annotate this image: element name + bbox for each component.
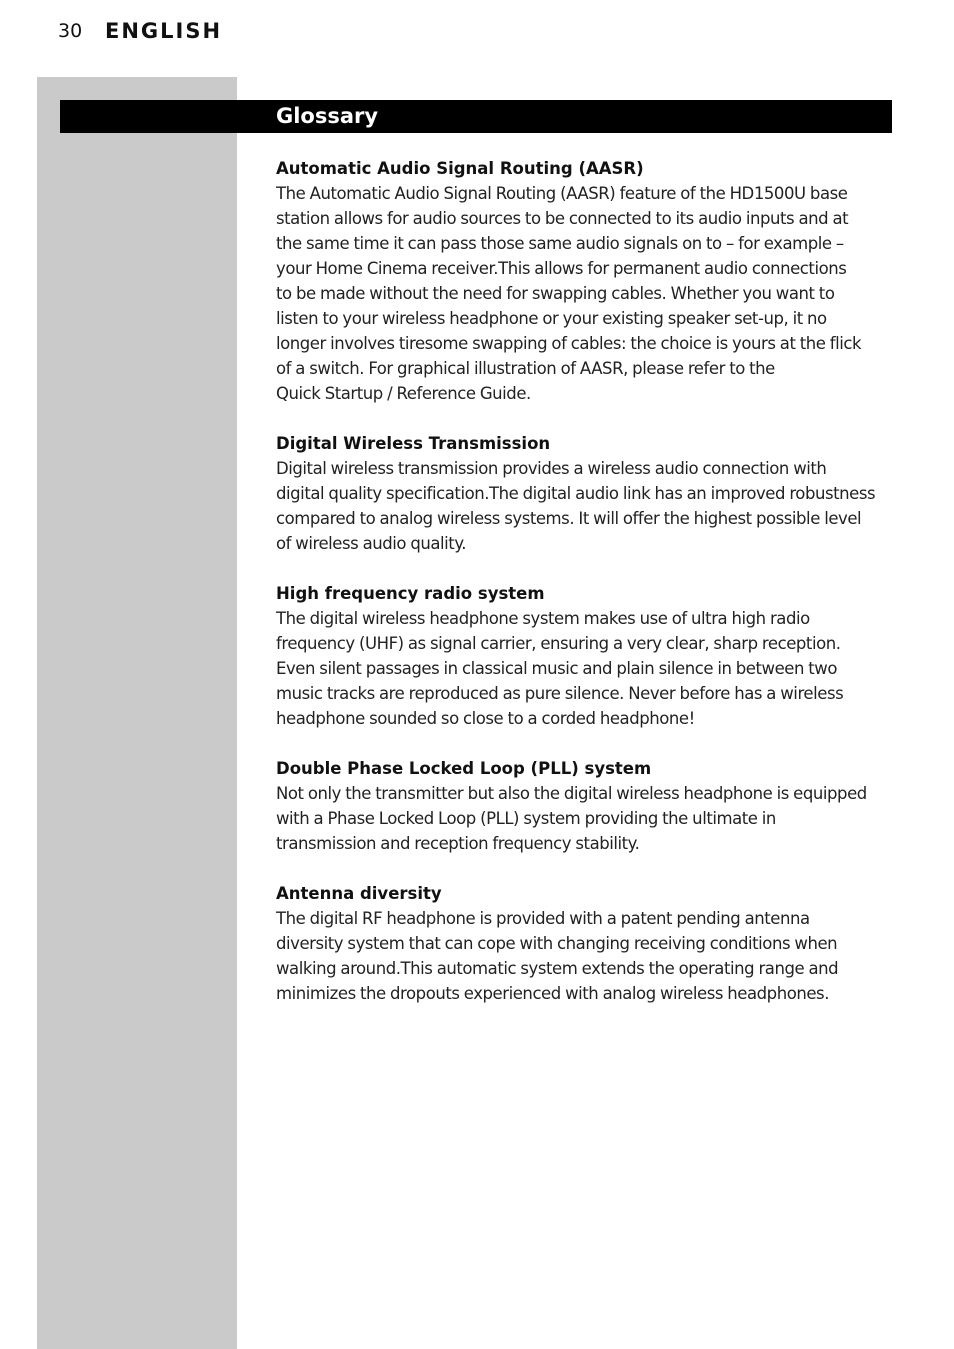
section-title: Glossary: [276, 104, 379, 128]
entry-heading: Automatic Audio Signal Routing (AASR): [276, 159, 644, 178]
body-line: The digital RF headphone is provided with a patent pending antenna: [276, 909, 810, 928]
body-line: compared to analog wireless systems. It will offer the highest possible level: [276, 509, 862, 528]
body-line: with a Phase Locked Loop (PLL) system providing the ultimate in: [276, 809, 776, 828]
body-line: transmission and reception frequency stability.: [276, 834, 640, 853]
entry-body: [276, 606, 894, 731]
body-line: of wireless audio quality.: [276, 534, 467, 553]
body-line: digital quality specification.The digital audio link has an improved robustness: [276, 484, 876, 503]
page-language-label: ENGLISH: [105, 19, 223, 43]
body-line: to be made without the need for swapping cables. Whether you want to: [276, 284, 835, 303]
page-number: 30: [58, 20, 83, 42]
body-line: diversity system that can cope with changing receiving conditions when: [276, 934, 838, 953]
entry-body: [276, 781, 894, 856]
body-line: your Home Cinema receiver.This allows for permanent audio connections: [276, 259, 847, 278]
body-line: walking around.This automatic system extends the operating range and: [276, 959, 839, 978]
entry-body: [276, 456, 894, 556]
entry-body: [276, 181, 894, 406]
body-line: of a switch. For graphical illustration of AASR, please refer to the: [276, 359, 775, 378]
body-line: Not only the transmitter but also the digital wireless headphone is equipped: [276, 784, 867, 803]
entry-heading: Antenna diversity: [276, 884, 442, 903]
body-line: Even silent passages in classical music and plain silence in between two: [276, 659, 837, 678]
side-margin-band: [37, 77, 237, 1349]
body-line: The digital wireless headphone system makes use of ultra high radio: [276, 609, 810, 628]
body-line: longer involves tiresome swapping of cables: the choice is yours at the flick: [276, 334, 862, 353]
body-line: minimizes the dropouts experienced with analog wireless headphones.: [276, 984, 830, 1003]
glossary-entry-antenna: [276, 881, 894, 1006]
body-line: The Automatic Audio Signal Routing (AASR) feature of the HD1500U base: [276, 184, 848, 203]
section-title-bar: [60, 100, 892, 133]
glossary-entry-high-frequency: [276, 581, 894, 731]
body-line: listen to your wireless headphone or your existing speaker set-up, it no: [276, 309, 827, 328]
body-line: Quick Startup / Reference Guide.: [276, 384, 531, 403]
body-line: headphone sounded so close to a corded headphone!: [276, 709, 695, 728]
body-line: music tracks are reproduced as pure silence. Never before has a wireless: [276, 684, 844, 703]
glossary-entry-aasr: [276, 156, 894, 406]
glossary-content: [276, 156, 894, 1031]
entry-heading: Double Phase Locked Loop (PLL) system: [276, 759, 652, 778]
glossary-entry-digital-wireless: [276, 431, 894, 556]
body-line: frequency (UHF) as signal carrier, ensuring a very clear, sharp reception.: [276, 634, 841, 653]
entry-heading: High frequency radio system: [276, 584, 545, 603]
body-line: Digital wireless transmission provides a wireless audio connection with: [276, 459, 827, 478]
body-line: the same time it can pass those same audio signals on to – for example –: [276, 234, 844, 253]
body-line: station allows for audio sources to be connected to its audio inputs and at: [276, 209, 849, 228]
entry-heading: Digital Wireless Transmission: [276, 434, 551, 453]
glossary-entry-pll: [276, 756, 894, 856]
entry-body: [276, 906, 894, 1006]
